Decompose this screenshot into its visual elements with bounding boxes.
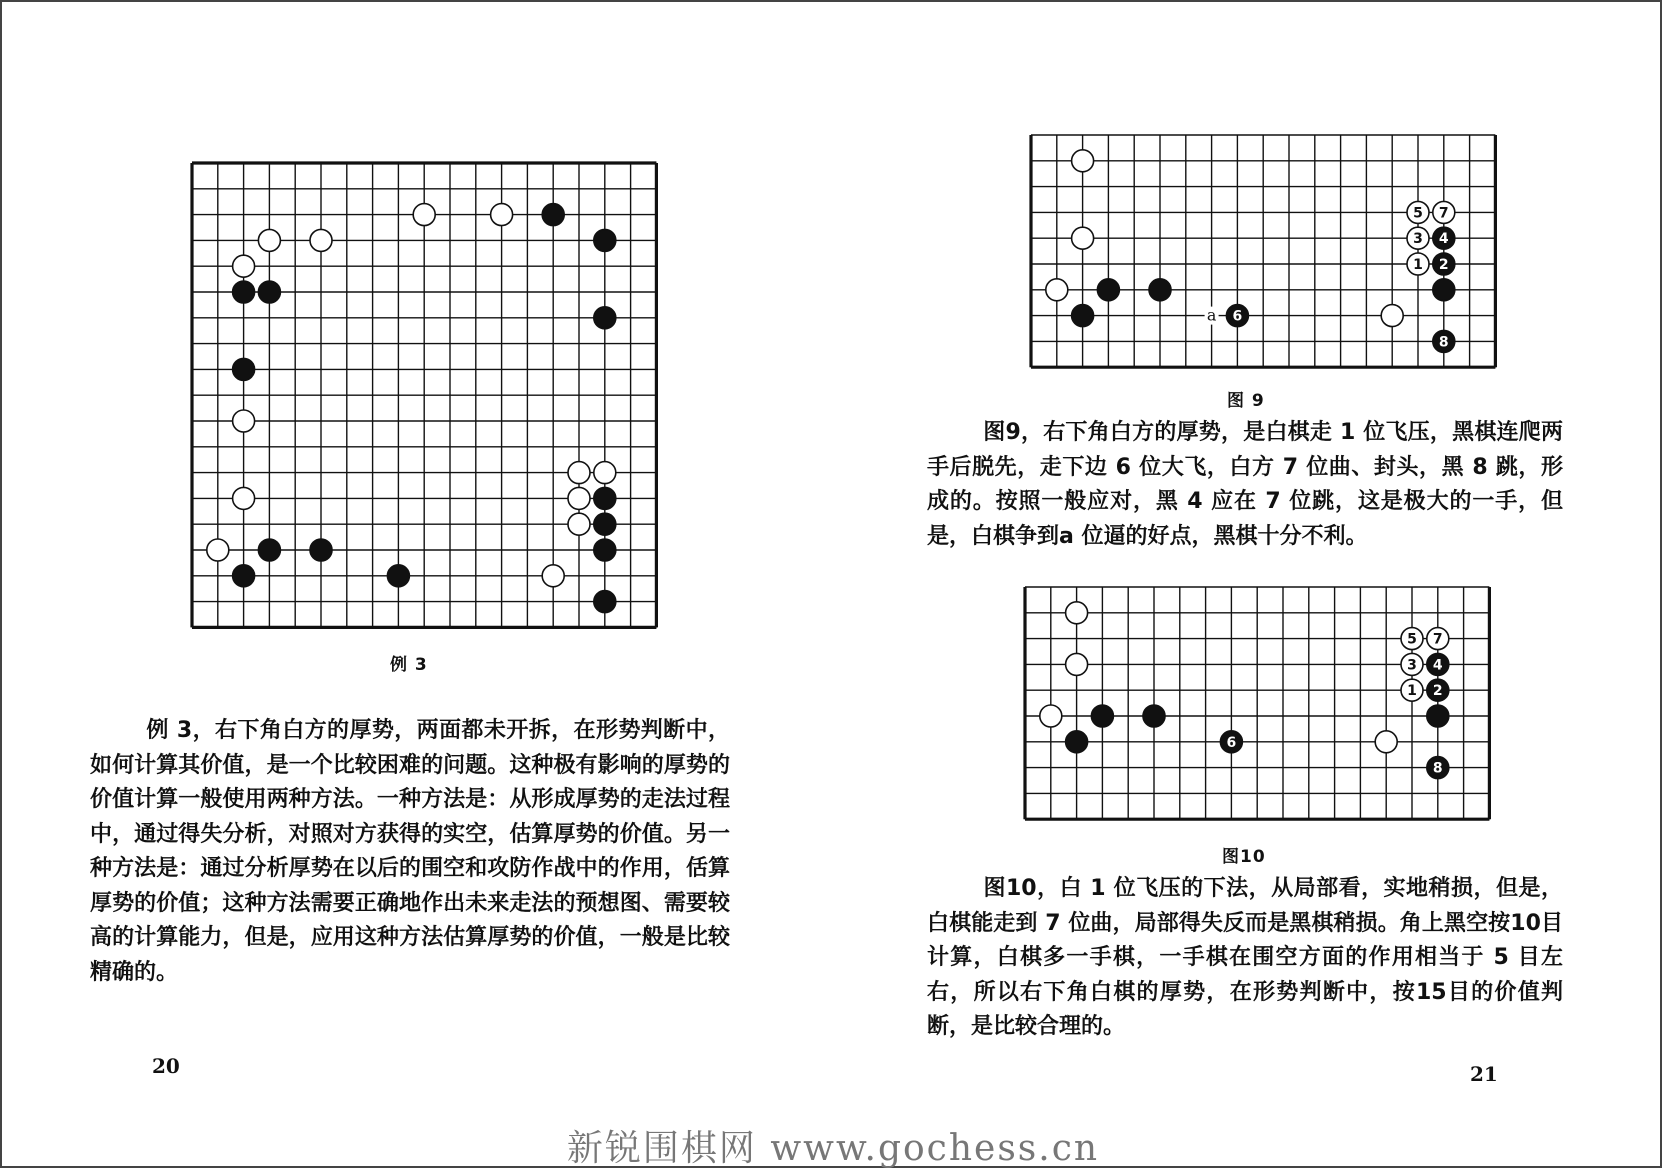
go-board-svg [1010,572,1504,834]
stone-move-number: 8 [1432,760,1443,777]
board-grid [1025,587,1489,819]
stone-move-number: 3 [1407,657,1417,674]
white-stone [310,229,332,251]
white-stone [1046,279,1068,301]
black-stone [258,539,280,561]
white-stone [594,462,616,484]
stone-move-number: 6 [1226,734,1237,751]
caption-example-3: 例 3 [390,655,428,675]
stone-move-number: 3 [1413,231,1423,248]
black-stone [594,307,616,329]
page-number-left: 20 [152,1054,180,1078]
black-stone [594,229,616,251]
stone-move-number: 4 [1432,657,1443,674]
stone-move-number: 7 [1432,631,1443,648]
stone-move-number: 4 [1438,231,1449,248]
black-stone [594,513,616,535]
black-stone [594,591,616,613]
paragraph-figure-9: 图9，右下角白方的厚势，是白棋走 1 位飞压，黑棋连爬两手后脱先，走下边 6 位大飞，白方 7 位曲、封头，黑 8 跳，形成的。按照一般应对，黑 4 应在 7 位跳，这是极大的一手，但是，白棋争到a 位逼的好点，黑棋十分不利。 [927,420,1563,549]
white-stone [207,539,229,561]
stone-move-number: 5 [1407,631,1417,648]
white-stone [233,487,255,509]
white-stone [568,462,590,484]
white-stone [233,255,255,277]
page-number-right: 21 [1470,1062,1498,1086]
go-board-svg [177,148,671,642]
white-stone [542,565,564,587]
caption-figure-10: 图10 [1222,847,1266,867]
white-stone [568,487,590,509]
black-stone [1091,705,1113,727]
go-board-figure-10 [1010,572,1504,834]
paragraph-example-3: 例 3，右下角白方的厚势，两面都未开拆，在形势判断中，如何计算其价值，是一个比较困难的问题。这种极有影响的厚势的价值计算一般使用两种方法。一种方法是：从形成厚势的走法过程中，通过得失分析，对照对方获得的实空，估算厚势的价值。另一种方法是：通过分析厚势在以后的围空和攻防作战中的作用，佸算厚势的价值；这种方法需要正确地作出未来走法的预想图、需要较高的计算能力，但是，应用这种方法估算厚势的价值，一般是比较精确的。 [90,718,730,985]
go-board-figure-9 [1016,120,1510,382]
white-stone [413,204,435,226]
point-mark-label: a [1206,305,1217,325]
white-stone [1072,150,1094,172]
white-stone [568,513,590,535]
paragraph-figure-10: 图10，白 1 位飞压的下法，从局部看，实地稍损，但是，白棋能走到 7 位曲，局部得失反而是黑棋稍损。角上黑空按10目计算，白棋多一手棋，一手棋在围空方面的作用相当于 5 目左右，所以右下角白棋的厚势，在形势判断中，按15目的价值判断，是比较合理的。 [927,876,1563,1039]
black-stone [594,487,616,509]
black-stone [1066,731,1088,753]
white-stone [258,229,280,251]
black-stone [1097,279,1119,301]
go-board-example-3 [177,148,671,642]
caption-figure-9: 图 9 [1227,391,1265,411]
stone-move-number: 6 [1232,308,1243,325]
black-stone [233,281,255,303]
black-stone [1149,279,1171,301]
black-stone [542,204,564,226]
go-board-svg [1016,120,1510,382]
black-stone [233,565,255,587]
black-stone [1072,305,1094,327]
white-stone [491,204,513,226]
white-stone [1381,305,1403,327]
black-stone [594,539,616,561]
stone-move-number: 1 [1407,683,1417,700]
stone-move-number: 2 [1432,683,1443,700]
stone-move-number: 5 [1413,205,1423,222]
black-stone [387,565,409,587]
board-grid [1031,135,1495,367]
black-stone [258,281,280,303]
black-stone [1427,705,1449,727]
white-stone [1072,227,1094,249]
white-stone [1040,705,1062,727]
black-stone [310,539,332,561]
white-stone [1066,602,1088,624]
black-stone [233,358,255,380]
watermark-text: 新锐围棋网 www.gochess.cn [566,1128,1100,1169]
stone-move-number: 2 [1438,257,1449,274]
white-stone [1375,731,1397,753]
stone-move-number: 1 [1413,257,1423,274]
white-stone [1066,653,1088,675]
black-stone [1433,279,1455,301]
stone-move-number: 8 [1438,334,1449,351]
black-stone [1143,705,1165,727]
stone-move-number: 7 [1438,205,1449,222]
white-stone [233,410,255,432]
